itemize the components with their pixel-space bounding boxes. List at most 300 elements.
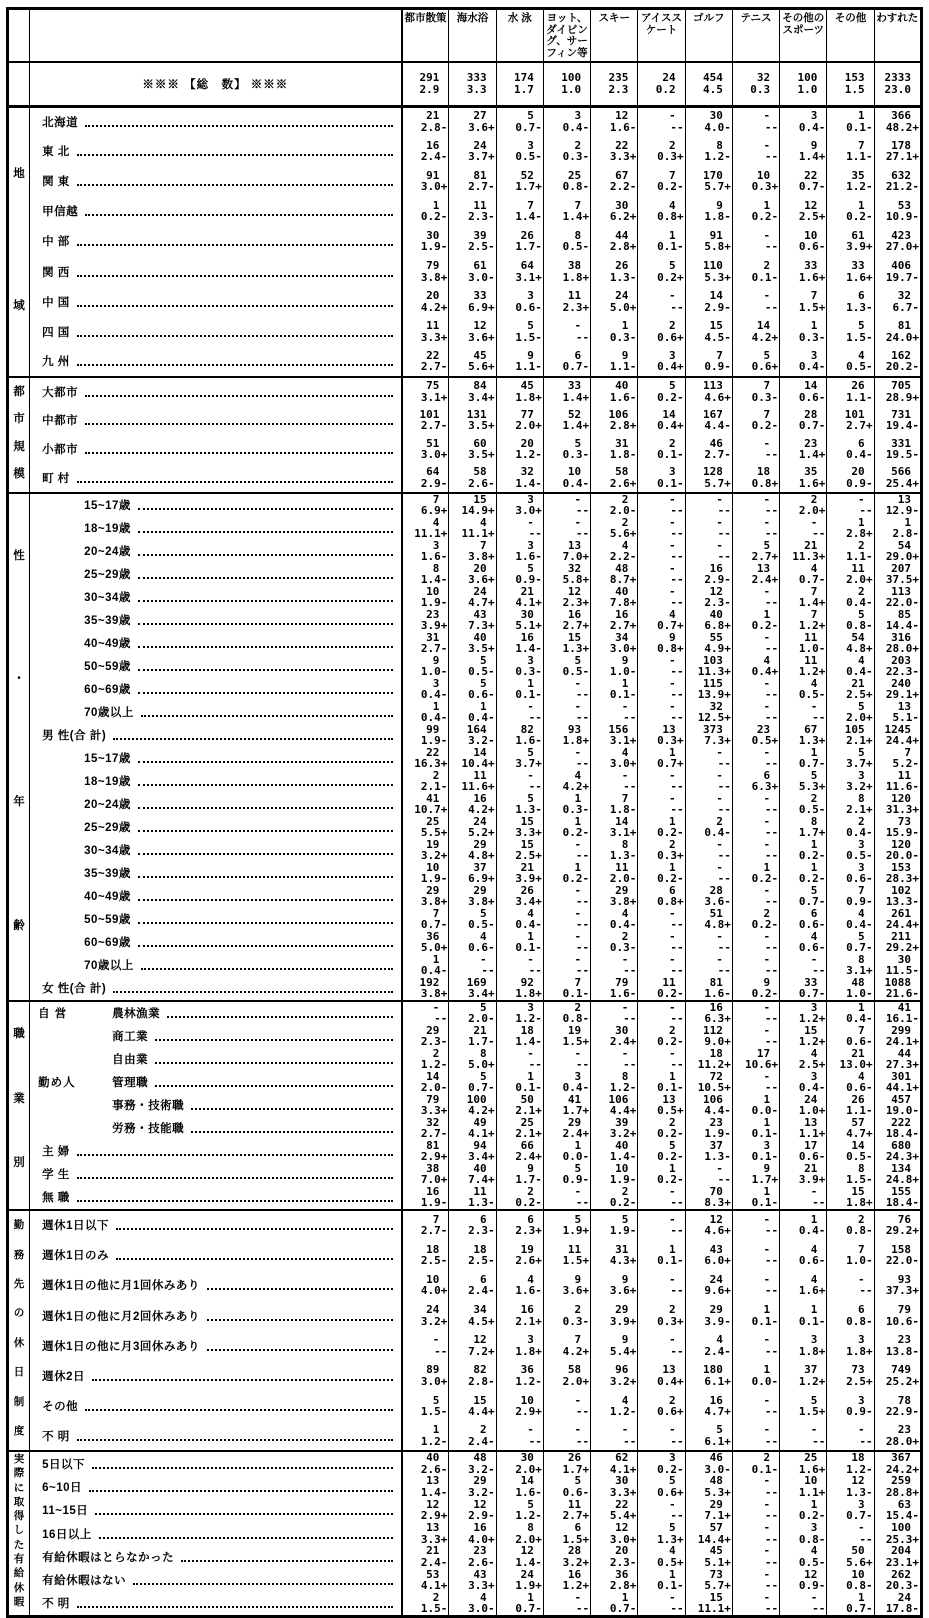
data-cell: 24 9.6+: [685, 1270, 732, 1300]
data-cell: 12 4.6+: [685, 1210, 732, 1240]
data-cell: 7 0.7-: [402, 908, 449, 931]
data-cell: 5 1.5-: [402, 1391, 449, 1421]
dotted-leader: [85, 1409, 393, 1411]
data-cell: 64 3.1+: [496, 256, 543, 286]
dotted-leader: [138, 646, 393, 648]
data-cell: 7 1.5+: [780, 287, 827, 317]
data-cell: 2 0.2-: [638, 1025, 685, 1048]
data-cell: 12 7.2+: [449, 1331, 496, 1361]
data-cell: - --: [543, 678, 590, 701]
data-cell: - --: [638, 517, 685, 540]
total-group-cell: [8, 62, 30, 106]
data-cell: 6 1.5+: [543, 1522, 590, 1545]
data-cell: 299 24.1+: [885, 1023, 919, 1049]
column-header: 海水浴: [449, 9, 496, 63]
data-cell: 8 1.2-: [591, 1071, 638, 1094]
table-row: [8, 701, 922, 724]
data-cell: 13 7.0+: [543, 540, 590, 563]
data-cell: 30 2.0+: [496, 1451, 543, 1475]
data-cell: 11 11.6+: [449, 770, 496, 793]
data-cell: - --: [732, 106, 779, 136]
data-cell: 60 3.5+: [449, 435, 496, 464]
data-cell: 3 0.4-: [543, 106, 590, 136]
row-label: 小都市: [42, 444, 79, 457]
row-label: 中 部: [42, 236, 70, 249]
data-cell: 167 4.4-: [685, 406, 732, 435]
table-row: [8, 406, 922, 435]
data-cell: 29 3.8+: [449, 885, 496, 908]
total-data-cell: 24 0.2: [638, 62, 685, 106]
data-cell: 14 2.9-: [685, 287, 732, 317]
data-cell: 12 1.6-: [591, 106, 638, 136]
data-cell: 70 8.3+: [685, 1186, 732, 1210]
data-cell: 7 1.8-: [591, 793, 638, 816]
data-cell: 5 0.6-: [543, 1475, 590, 1498]
data-cell: 4 4.2+: [543, 770, 590, 793]
data-cell: 57 14.4+: [685, 1522, 732, 1545]
data-cell: 30 11.5-: [885, 952, 919, 978]
section-group-label: 職 業 別: [8, 1001, 30, 1210]
data-cell: - --: [732, 701, 779, 724]
data-cell: 9 3.6+: [591, 1270, 638, 1300]
data-cell: 96 3.2+: [591, 1361, 638, 1391]
data-cell: 51 3.0+: [402, 435, 449, 464]
row-label: 16日以上: [42, 1528, 92, 1541]
data-cell: 30 1.9-: [402, 226, 449, 256]
data-cell: 731 19.4-: [885, 407, 919, 433]
data-cell: 9 1.1-: [591, 347, 638, 377]
column-header: アイススケート: [638, 9, 685, 63]
data-cell: 9 1.0-: [402, 655, 449, 678]
data-cell: 2 0.1-: [638, 435, 685, 464]
data-cell: 406 19.7-: [885, 259, 919, 284]
data-cell: 4 0.5-: [780, 678, 827, 701]
data-cell: 23 0.5+: [732, 724, 779, 747]
dotted-leader: [85, 423, 393, 425]
row-label: 70歳以上: [84, 707, 134, 720]
data-cell: 29 3.8+: [591, 885, 638, 908]
row-label: 中都市: [42, 415, 79, 428]
data-cell: 67 2.2-: [591, 166, 638, 196]
data-cell: 15 3.3+: [496, 816, 543, 839]
data-cell: 4 1.6-: [496, 1270, 543, 1300]
dotted-leader: [85, 395, 393, 397]
data-cell: - --: [638, 1210, 685, 1240]
data-cell: 5 0.5-: [449, 908, 496, 931]
data-cell: 1 0.2-: [543, 862, 590, 885]
data-cell: 3 0.7-: [827, 1499, 874, 1522]
data-cell: 192 3.8+: [402, 977, 449, 1001]
data-cell: 5 1.3-: [496, 793, 543, 816]
data-cell: 1 0.0-: [732, 1361, 779, 1391]
table-row: [8, 1210, 922, 1240]
column-header: テニス: [732, 9, 779, 63]
data-cell: 81 24.0+: [885, 319, 919, 344]
row-label-cell: [30, 678, 402, 701]
data-cell: - --: [732, 1240, 779, 1270]
data-cell: - --: [638, 1331, 685, 1361]
data-cell: 4 1.2-: [591, 1391, 638, 1421]
data-cell: 5 1.9-: [591, 1210, 638, 1240]
data-cell: 14 10.4+: [449, 747, 496, 770]
table-row: [8, 1522, 922, 1545]
data-cell: 5 0.7-: [780, 885, 827, 908]
total-data-cell: 100 1.0: [780, 62, 827, 106]
data-cell: 43 6.0+: [685, 1240, 732, 1270]
table-row: [8, 1240, 922, 1270]
data-cell: 1 0.4-: [780, 1210, 827, 1240]
data-cell: 40 6.8+: [685, 609, 732, 632]
data-cell: - --: [685, 493, 732, 517]
dotted-leader: [138, 554, 393, 556]
section-group-label: 勤 務 先 の 休 日 制 度: [8, 1210, 30, 1452]
data-cell: 10 1.9-: [591, 1163, 638, 1186]
row-label: 関 東: [42, 176, 70, 189]
data-cell: - --: [638, 1592, 685, 1617]
data-cell: 4 0.7-: [780, 563, 827, 586]
row-label-cell: [30, 136, 402, 166]
data-cell: - --: [638, 1048, 685, 1071]
row-label: 大都市: [42, 386, 79, 399]
data-cell: 33 0.7-: [780, 977, 827, 1001]
dotted-leader: [77, 364, 393, 366]
row-label: 管理職: [112, 1077, 149, 1090]
data-cell: 14 4.2+: [732, 317, 779, 347]
row-label-cell: [30, 655, 402, 678]
data-cell: 31 1.8-: [591, 435, 638, 464]
data-cell: 222 18.4-: [885, 1115, 919, 1141]
data-cell: 1 0.2-: [780, 862, 827, 885]
table-row: [8, 678, 922, 701]
data-cell: 1 0.1-: [780, 1300, 827, 1330]
data-cell: 16 1.2+: [543, 1569, 590, 1592]
data-cell: 25 5.5+: [402, 816, 449, 839]
row-label-cell: [30, 724, 402, 747]
row-label: 主 婦: [42, 1146, 70, 1159]
row-label-cell: [30, 493, 402, 517]
row-label: 15~17歳: [84, 753, 131, 766]
data-cell: 73 15.9-: [885, 814, 919, 840]
data-cell: 4 0.8+: [638, 196, 685, 226]
data-cell: 8 1.3-: [591, 839, 638, 862]
data-cell: 2 0.8-: [543, 1001, 590, 1025]
data-cell: - --: [732, 1569, 779, 1592]
data-cell: 81 2.9+: [402, 1140, 449, 1163]
data-cell: 26 1.1-: [827, 377, 874, 406]
data-cell: 5 3.7+: [827, 747, 874, 770]
dotted-leader: [77, 1439, 393, 1441]
data-cell: 170 5.7+: [685, 166, 732, 196]
data-cell: 21 2.8-: [402, 106, 449, 136]
data-cell: - --: [543, 1421, 590, 1451]
row-label: 50~59歳: [84, 661, 131, 674]
data-cell: - --: [732, 287, 779, 317]
data-cell: 11 2.3-: [449, 196, 496, 226]
data-cell: 2 0.4-: [685, 816, 732, 839]
section-group-label: 性 ・ 年 齢: [8, 493, 30, 1001]
data-cell: - --: [685, 747, 732, 770]
table-row: [8, 1001, 922, 1025]
data-cell: 30 3.3+: [591, 1475, 638, 1498]
row-label-cell: [30, 1499, 402, 1522]
data-cell: 15 14.9+: [449, 493, 496, 517]
total-data-cell: 333 3.3: [449, 62, 496, 106]
row-label-cell: [30, 885, 402, 908]
data-cell: 3 3.2+: [827, 770, 874, 793]
data-cell: 23 1.4+: [780, 435, 827, 464]
data-cell: 44 27.3+: [885, 1046, 919, 1072]
row-label-cell: [30, 1025, 402, 1048]
row-label: 30~34歳: [84, 592, 131, 605]
data-cell: 34 3.0+: [591, 632, 638, 655]
data-cell: 1 2.8+: [827, 517, 874, 540]
data-cell: 16 2.9-: [685, 563, 732, 586]
row-label: 20~24歳: [84, 546, 131, 559]
table-row: [8, 1361, 922, 1391]
data-cell: - --: [638, 908, 685, 931]
data-cell: 18 1.4-: [496, 1025, 543, 1048]
dotted-leader: [85, 452, 393, 454]
row-label: 週休2日: [42, 1370, 86, 1383]
data-cell: 3 1.8+: [827, 1331, 874, 1361]
data-cell: 3 3.0+: [496, 493, 543, 517]
data-cell: - --: [638, 678, 685, 701]
data-cell: 20 1.2-: [496, 435, 543, 464]
data-cell: 100 25.3+: [885, 1521, 919, 1546]
data-cell: 4 0.6-: [780, 931, 827, 954]
dotted-leader: [95, 1513, 392, 1515]
data-cell: 10 0.3+: [732, 166, 779, 196]
data-cell: 94 3.4+: [449, 1140, 496, 1163]
table-row: [8, 196, 922, 226]
data-cell: 5 0.3-: [543, 435, 590, 464]
data-cell: 2 0.6+: [638, 317, 685, 347]
dotted-leader: [138, 899, 393, 901]
dotted-leader: [89, 1490, 393, 1492]
data-cell: 4 0.4+: [732, 655, 779, 678]
data-cell: - --: [827, 1421, 874, 1451]
data-cell: 11 1.3-: [449, 1186, 496, 1210]
data-cell: 2 1.2-: [402, 1048, 449, 1071]
data-cell: 1 0.7-: [780, 747, 827, 770]
data-cell: 4 2.2-: [591, 540, 638, 563]
data-cell: 5 1.2-: [496, 1499, 543, 1522]
data-cell: 1 0.0-: [543, 1140, 590, 1163]
data-cell: 2 2.0+: [780, 493, 827, 517]
data-cell: 17 10.6+: [732, 1048, 779, 1071]
data-cell: 53 10.9-: [885, 198, 919, 224]
data-cell: 1 0.1-: [732, 1300, 779, 1330]
data-cell: 162 20.2-: [885, 348, 919, 374]
data-cell: 1 0.7-: [827, 1592, 874, 1617]
row-label: 女 性(合 計): [42, 983, 107, 996]
data-cell: 93 37.3+: [885, 1272, 919, 1298]
data-cell: 13 12.9-: [874, 493, 921, 517]
dotted-leader: [77, 154, 393, 156]
data-cell: 204 23.1+: [885, 1544, 919, 1569]
data-cell: 49 4.1+: [449, 1117, 496, 1140]
data-cell: 81 1.6-: [685, 977, 732, 1001]
data-cell: - --: [591, 770, 638, 793]
row-label-cell: [30, 347, 402, 377]
row-label-cell: [30, 1240, 402, 1270]
data-cell: - --: [685, 793, 732, 816]
dotted-leader: [141, 715, 393, 717]
data-cell: 367 24.2+: [874, 1451, 921, 1475]
dotted-leader: [138, 876, 393, 878]
data-cell: 24 3.7+: [449, 136, 496, 166]
row-label-cell: [30, 839, 402, 862]
data-cell: 62 4.1+: [591, 1451, 638, 1475]
data-cell: 1 0.2-: [732, 609, 779, 632]
data-cell: 3 1.2-: [496, 1001, 543, 1025]
data-cell: 632 21.2-: [885, 168, 919, 194]
data-cell: 75 3.1+: [402, 377, 449, 406]
data-cell: 24 4.7+: [449, 586, 496, 609]
dotted-leader: [116, 1228, 393, 1230]
table-row: [8, 1270, 922, 1300]
data-cell: - --: [638, 563, 685, 586]
data-cell: 26 1.7+: [543, 1451, 590, 1475]
row-label: 農林漁業: [112, 1008, 161, 1021]
data-cell: 1088 21.6-: [884, 975, 919, 1001]
row-label-cell: [30, 1300, 402, 1330]
row-label-cell: [30, 317, 402, 347]
data-cell: 8 2.0+: [496, 1522, 543, 1545]
dotted-leader: [92, 1467, 393, 1469]
data-cell: - --: [732, 793, 779, 816]
total-data-cell: 2333 23.0: [874, 62, 921, 106]
data-cell: 16 6.3+: [685, 1001, 732, 1025]
corner-label-cell: [30, 9, 402, 63]
data-cell: 29 3.2-: [449, 1475, 496, 1498]
data-cell: 7 0.9-: [827, 885, 874, 908]
data-cell: - --: [685, 540, 732, 563]
data-cell: 12 2.9+: [402, 1499, 449, 1522]
row-label-cell: [30, 793, 402, 816]
data-cell: 131 3.5+: [449, 406, 496, 435]
data-cell: - --: [732, 931, 779, 954]
dotted-leader: [77, 1154, 393, 1156]
data-cell: 76 29.2+: [874, 1210, 921, 1240]
row-label: 男 性(合 計): [42, 730, 107, 743]
data-cell: 7 0.2-: [732, 406, 779, 435]
row-label-cell: [30, 954, 402, 977]
data-cell: - --: [638, 770, 685, 793]
data-cell: 7 1.4+: [780, 586, 827, 609]
data-cell: 21 11.3+: [780, 540, 827, 563]
row-label: 25~29歳: [84, 569, 131, 582]
data-cell: 32 1.4-: [496, 464, 543, 493]
data-cell: 18 2.5-: [449, 1240, 496, 1270]
dotted-leader: [116, 1258, 393, 1260]
data-cell: 5 0.9-: [543, 1163, 590, 1186]
data-cell: 156 3.1+: [591, 724, 638, 747]
total-row-label: ※※※ 【総 数】 ※※※: [30, 62, 402, 106]
data-cell: 1 0.7-: [591, 1592, 638, 1617]
row-label: 25~29歳: [84, 822, 131, 835]
data-cell: 7 1.4-: [496, 196, 543, 226]
data-cell: - --: [780, 517, 827, 540]
data-cell: 7 6.9+: [402, 493, 449, 517]
row-label: 中 国: [42, 296, 70, 309]
data-cell: 23 3.9+: [402, 609, 449, 632]
data-cell: 12 1.4-: [496, 1545, 543, 1568]
data-cell: 101 2.7+: [827, 406, 874, 435]
dotted-leader: [141, 968, 393, 970]
dotted-leader: [138, 922, 393, 924]
data-cell: - --: [543, 885, 590, 908]
data-cell: 50 2.1+: [496, 1094, 543, 1117]
data-cell: 100 4.2+: [449, 1094, 496, 1117]
data-cell: 36 1.2-: [496, 1361, 543, 1391]
data-cell: 22 0.7-: [780, 166, 827, 196]
data-cell: 373 7.3+: [685, 724, 732, 747]
table-row: [8, 347, 922, 377]
data-cell: 52 1.7+: [496, 166, 543, 196]
column-header: 都市散策: [402, 9, 449, 63]
dotted-leader: [77, 184, 393, 186]
data-cell: - --: [732, 1421, 779, 1451]
data-cell: 1 0.7+: [638, 747, 685, 770]
data-cell: 31 2.7-: [402, 632, 449, 655]
data-cell: 32 6.7-: [892, 289, 919, 314]
data-cell: 2 0.2-: [591, 1186, 638, 1210]
data-cell: 51 4.8+: [685, 908, 732, 931]
row-label: 35~39歳: [84, 868, 131, 881]
data-cell: - --: [638, 106, 685, 136]
row-label-cell: [30, 1001, 402, 1025]
table-row: [8, 770, 922, 793]
row-label: 週休1日以下: [42, 1220, 110, 1233]
data-cell: 8 1.5-: [827, 1163, 874, 1186]
data-cell: 1 0.2-: [780, 1499, 827, 1522]
data-cell: 2 0.1-: [732, 256, 779, 286]
dotted-leader: [85, 214, 393, 216]
data-cell: 9 1.4+: [780, 136, 827, 166]
table-row: [8, 1094, 922, 1117]
data-cell: - --: [402, 1331, 449, 1361]
data-cell: 112 9.0+: [685, 1025, 732, 1048]
data-cell: 705 28.9+: [874, 377, 921, 406]
data-cell: 211 29.2+: [885, 929, 919, 955]
data-cell: 30 4.0-: [685, 106, 732, 136]
dotted-leader: [77, 1200, 393, 1202]
table-row: [8, 166, 922, 196]
data-cell: 7 0.1-: [543, 977, 590, 1001]
data-cell: 1 0.3-: [780, 317, 827, 347]
data-cell: 82 1.6-: [496, 724, 543, 747]
data-cell: 58 2.0+: [543, 1361, 590, 1391]
data-cell: 301 44.1+: [885, 1069, 919, 1095]
data-cell: 48 3.2-: [449, 1451, 496, 1475]
data-cell: 3 0.4-: [543, 1071, 590, 1094]
data-cell: - --: [638, 1270, 685, 1300]
data-cell: 85 14.4-: [885, 607, 919, 633]
table-row: [8, 464, 922, 493]
row-label: 有給休暇はない: [42, 1575, 127, 1588]
data-cell: - --: [732, 1071, 779, 1094]
data-cell: - --: [780, 1186, 827, 1210]
data-cell: 4 3.0-: [449, 1592, 496, 1617]
data-cell: 53 4.1+: [402, 1569, 449, 1592]
data-cell: 13 0.3+: [638, 724, 685, 747]
data-cell: - --: [732, 435, 779, 464]
column-header-row: [8, 9, 922, 63]
data-cell: 19 2.6+: [496, 1240, 543, 1270]
row-label-cell: [30, 609, 402, 632]
table-row: [8, 377, 922, 406]
